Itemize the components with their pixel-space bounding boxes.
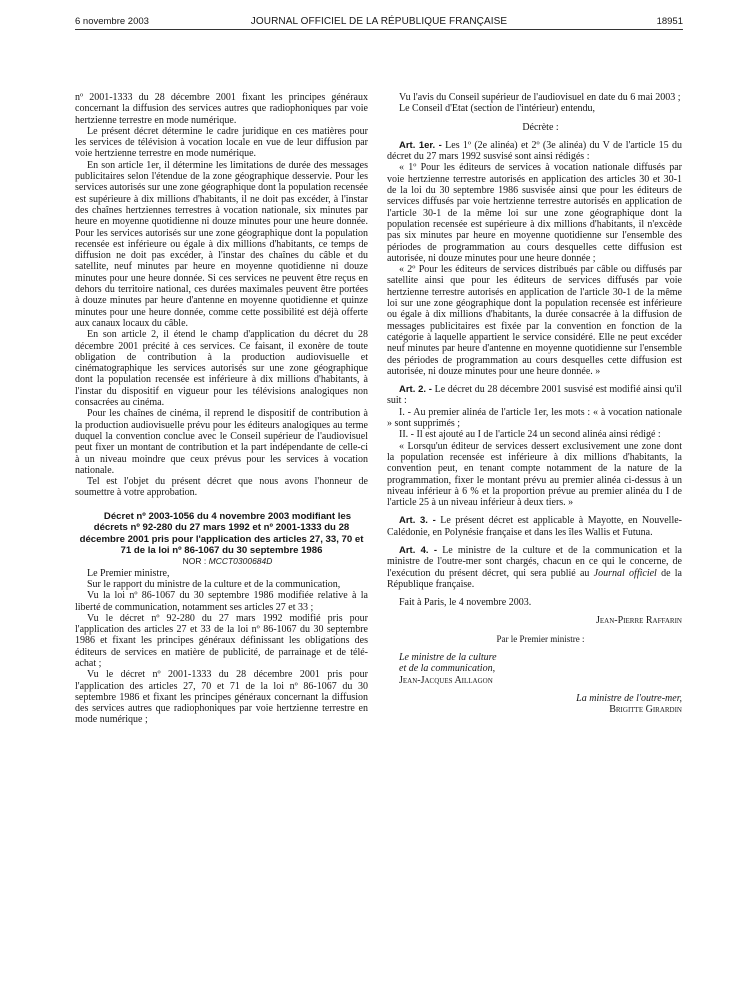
article-1-text: Les 1º (2e alinéa) et 2º (3e alinéa) du V de l'article 15 du décret du 27 mars 1992 susvisé sont ainsi rédigés : (387, 139, 682, 163)
report-paragraph: En son article 2, il étend le champ d'application du décret du 28 décembre 2001 précité à ces services. Ce faisant, il exonère de toute obligation de contribution à la production audiovisuelle et cinématographique les services autorisés sur une zone géographique dont la population recensée est inférieure à dix millions d'habitants, à l'instar du dispositif en vigueur pour les télévisions analogiques non consacrées au cinéma. (75, 329, 368, 409)
article-4-text: Le ministre de la culture et de la communication et la ministre de l'outre-mer sont chargés, chacun en ce qui le concerne, de l'exécution du présent décret, qui sera publié au (387, 544, 682, 579)
spacer (387, 377, 682, 384)
article-4-label: Art. 4. - (399, 544, 438, 556)
header-title: JOURNAL OFFICIEL DE LA RÉPUBLIQUE FRANÇAISE (250, 16, 508, 27)
spacer (387, 115, 682, 122)
ministre-outre-mer: La ministre de l'outre-mer, (576, 692, 682, 704)
article-2-label: Art. 2. - (399, 384, 432, 396)
visa-paragraph: Vu le décret nº 92-280 du 27 mars 1992 modifié pris pour l'application des articles 27 et 33 de la loi nº 86-1067 du 30 septembre 1986 et fixant les principes généraux définissant les obligations des éditeurs de services en matière de publicité, de parrainage et de télé-achat ; (75, 612, 368, 669)
visa-paragraph: Vu la loi nº 86-1067 du 30 septembre 1986 modifiée relative à la liberté de communication, notamment ses articles 27 et 33 ; (75, 590, 368, 613)
left-column (75, 92, 368, 726)
journal-officiel-mention: Journal officiel (593, 567, 657, 579)
spacer (387, 686, 682, 693)
nor-reference (75, 556, 368, 567)
ministre-culture-line-1: Le ministre de la culture (399, 652, 497, 664)
quoted-paragraph: « Lorsqu'un éditeur de services dessert exclusivement une zone dont la population recensée est inférieure à dix millions d'habitants, la convention peut, en tenant compte notamment de la nature de la programmation, fixer le montant prévu au premier alinéa ci-dessus à un niveau inférieur à 6 % et la proportion prévue au premier alinéa du I de l'article 25 à un niveau inférieur à deux tiers. » (387, 440, 682, 509)
header-rule (75, 29, 683, 30)
report-paragraph: Le présent décret détermine le cadre juridique en ces matières pour les services de télévision à vocation locale en vue de leur diffusion par voie hertzienne terrestre en mode numérique. (75, 125, 368, 160)
article-1 (387, 140, 682, 163)
article-item: II. - Il est ajouté au I de l'article 24 un second alinéa ainsi rédigé : (399, 429, 661, 441)
report-paragraph: Tel est l'objet du présent décret que nous avons l'honneur de soumettre à votre approbation. (75, 476, 368, 499)
spacer (387, 645, 682, 652)
visa-paragraph: Sur le rapport du ministre de la culture et de la communication, (87, 578, 341, 590)
decrete-heading: Décrète : (522, 121, 559, 133)
signature-ministre-outre-mer: Brigitte Girardin (609, 704, 682, 716)
signature-premier-ministre: Jean-Pierre Raffarin (596, 615, 682, 627)
spacer (387, 133, 682, 140)
visa-paragraph: Vu le décret nº 2001-1333 du 28 décembre 2001 pris pour l'application des articles 27, 70 et 71 de la loi nº 86-1067 du 30 septembre 1986 et fixant les principes généraux concernant la diffusion des services autres que radiophoniques par voie hertzienne terrestre en mode numérique ; (75, 669, 368, 726)
page-header (75, 14, 683, 30)
report-paragraph: Pour les chaînes de cinéma, il reprend le dispositif de contribution à la production audiovisuelle prévu pour les éditeurs analogiques au terme duquel la convention conclue avec le Conseil supérieur de l'audiovisuel peut fixer un montant de contribution et la part indépendante de celle-ci à un niveau moindre que ceux prévus pour les services à vocation nationale. (75, 408, 368, 476)
article-3-text: Le présent décret est applicable à Mayotte, en Nouvelle-Calédonie, en Polynésie française et dans les îles Wallis et Futuna. (387, 515, 683, 538)
right-column (387, 92, 682, 716)
quoted-paragraph: « 2º Pour les éditeurs de services distribués par câble ou diffusés par satellite ainsi que pour les éditeurs de services diffusés par voie hertzienne terrestre autorisés en application de l'article 30-1 de la même loi sur une zone géographique dont la population recensée est inférieure ou égale à dix millions d'habitants, la durée consacrée à la diffusion de messages publicitaires est fixée par la convention en fonction de la catégorie à laquelle appartient le service considéré. Elle ne peut excéder neuf minutes par heure d'antenne en moyenne quotidienne sur l'ensemble des périodes de programmation au cours desquelles cette diffusion est autorisée, ni douze minutes pour une heure donnée. » (387, 264, 682, 377)
nor-label: NOR : (182, 556, 207, 567)
par-le-premier-ministre: Par le Premier ministre : (496, 633, 585, 644)
visa-paragraph: Vu l'avis du Conseil supérieur de l'audiovisuel en date du 6 mai 2003 ; (399, 92, 681, 103)
article-4 (387, 545, 682, 590)
spacer (75, 499, 368, 511)
article-3-label: Art. 3. - (399, 515, 436, 527)
visa-paragraph: Le Conseil d'Etat (section de l'intérieur) entendu, (399, 103, 596, 115)
nor-code: MCCT0300684D (208, 556, 273, 567)
visa-paragraph: Le Premier ministre, (87, 567, 170, 579)
fait-a-paris: Fait à Paris, le 4 novembre 2003. (399, 597, 532, 609)
report-paragraph: nº 2001-1333 du 28 décembre 2001 fixant les principes généraux concernant la diffusion des services autres que radiophoniques par voie hertzienne terrestre en mode numérique. (75, 92, 368, 126)
decree-title: Décret nº 2003-1056 du 4 novembre 2003 modifiant les décrets nº 92-280 du 27 mars 1992 et nº 2001-1333 du 28 décembre 2001 pris pour l'application des articles 27, 33, 70 et 71 de la loi nº 86-1067 du 30 septembre 1986 (79, 510, 364, 556)
spacer (387, 508, 682, 515)
signature-ministre-culture: Jean-Jacques Aillagon (399, 674, 493, 686)
report-paragraph: En son article 1er, il détermine les limitations de durée des messages publicitaires selon l'étendue de la zone géographique desservie. Pour les services autorisés sur une zone géographique dont la population recensée est supérieure à dix millions d'habitants, il ne doit pas excéder, à l'instar des chaînes hertziennes terrestres à vocation nationale, six minutes par heure en moyenne quotidienne ni douze minutes pour une heure donnée. Pour les services autorisés sur une zone géographique dont la population recensée est inférieure ou égale à dix millions d'habitants, ce temps de diffusion ne doit pas excéder, à l'instar des chaînes du câble et du satellite, neuf minutes par heure en moyenne quotidienne ni douze minutes pour une heure donnée. Si ces services ne peuvent être reçus en dehors du territoire national, ces durées maximales peuvent être portées à douze minutes par heure d'antenne en moyenne quotidienne et quinze minutes pour une heure donnée, comme cette possibilité est déjà offerte aux canaux locaux du câble. (75, 159, 368, 329)
article-2 (387, 384, 682, 407)
article-2-text: Le décret du 28 décembre 2001 susvisé est modifié ainsi qu'il suit : (387, 384, 682, 407)
spacer (387, 627, 682, 634)
spacer (387, 538, 682, 545)
header-date: 6 novembre 2003 (75, 16, 149, 27)
spacer (387, 590, 682, 597)
spacer (387, 608, 682, 615)
ministre-culture-line-2: et de la communication, (399, 663, 496, 675)
article-3 (387, 515, 682, 538)
article-1-label: Art. 1er. - (399, 139, 442, 151)
header-page-number: 18951 (656, 16, 683, 27)
article-item: I. - Au premier alinéa de l'article 1er, les mots : « à vocation nationale » sont supprimés ; (387, 406, 682, 430)
quoted-paragraph: « 1º Pour les éditeurs de services à vocation nationale diffusés par voie hertzienne terrestre autorisés en application des articles 30 et 30-1 de la loi du 30 septembre 1986 susvisée ainsi que pour les éditeurs de services diffusés par voie hertzienne terrestre autorisés en application de l'article 30-1 de la même loi sur une zone géographique dont la population recensée est supérieure à dix millions d'habitants, il n'excède pas six minutes par heure en moyenne quotidienne sur l'ensemble des périodes de programmation au cours desquelles cette diffusion est autorisée, ni douze minutes pour une heure donnée ; (387, 162, 682, 264)
article-4-text-end: de la République française. (387, 567, 682, 590)
